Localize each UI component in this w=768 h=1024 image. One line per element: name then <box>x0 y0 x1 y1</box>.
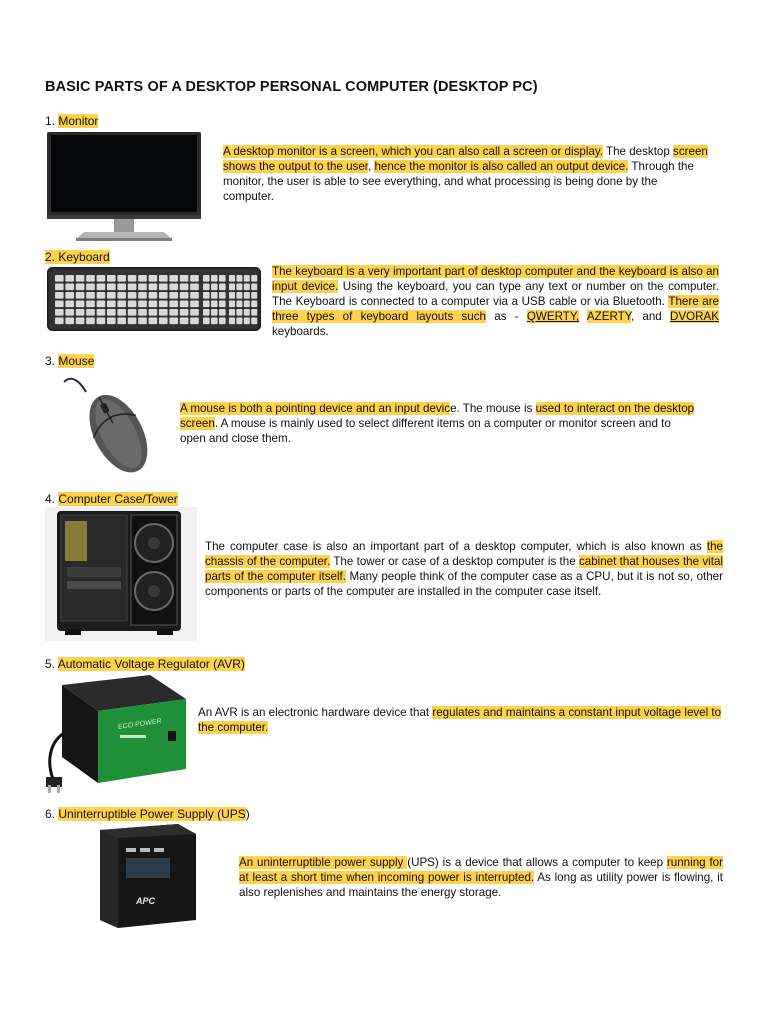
section-text-avr: An AVR is an electronic hardware device that regulates and maintains a constant input voltage level to the computer. <box>198 706 722 734</box>
page-title: BASIC PARTS OF A DESKTOP PERSONAL COMPUTER (DESKTOP PC) <box>45 79 538 95</box>
keyboard-image <box>47 267 261 331</box>
section-number: 4. <box>45 492 56 506</box>
section-title: Computer Case/Tower <box>58 492 178 506</box>
section-title: Uninterruptible Power Supply (UPS <box>58 807 246 821</box>
section-text-monitor: A desktop monitor is a screen, which you can also call a screen or display. The desktop screen shows the output to the user, hence the monitor is also called an output device. Through the monitor, the user is able to see everything, and what processing is being done by the computer. <box>223 145 708 203</box>
ups-image <box>74 824 198 930</box>
section-title-suffix: ) <box>245 807 250 821</box>
section-heading-ups <box>45 807 250 821</box>
section-text-ups: An uninterruptible power supply (UPS) is a device that allows a computer to keep running for at least a short time when incoming power is interrupted. As long as utility power is flowing, it also replenishes and maintains the energy storage. <box>239 856 723 899</box>
monitor-image <box>46 131 202 243</box>
section-heading-avr <box>45 657 245 671</box>
section-number: 2. <box>45 250 56 264</box>
section-number: 6. <box>45 807 56 821</box>
avr-brand-label: ECO POWER <box>118 717 162 732</box>
avr-image <box>40 673 192 795</box>
section-text-computer-case: The computer case is also an important part of a desktop computer, which is also known as the chassis of the computer. The tower or case of a desktop computer is the cabinet that houses the vital parts of the computer itself. Many people think of the computer case as a CPU, but it is not so, other components or parts of the computer are installed in the computer case itself. <box>205 540 723 598</box>
section-number: 3. <box>45 354 56 368</box>
section-heading-monitor <box>45 114 98 128</box>
section-number: 5. <box>45 657 56 671</box>
ups-brand-label: APC <box>136 896 156 906</box>
section-heading-keyboard <box>45 250 110 264</box>
computer-case-image <box>45 507 197 641</box>
section-title: Monitor <box>58 114 99 128</box>
section-heading-mouse <box>45 354 94 368</box>
section-text-mouse: A mouse is both a pointing device and an input device. The mouse is used to interact on the desktop screen. A mouse is mainly used to select different items on a computer or monitor screen and to open and close them. <box>180 402 695 445</box>
mouse-image <box>62 376 158 478</box>
section-title: Automatic Voltage Regulator (AVR) <box>57 657 245 671</box>
section-heading-computer-case <box>45 492 178 506</box>
section-title: Mouse <box>58 354 95 368</box>
section-number: 1. <box>45 114 56 128</box>
section-text-keyboard: The keyboard is a very important part of desktop computer and the keyboard is also an input device. Using the keyboard, you can type any text or number on the computer. The Keyboard is connected to a computer via a USB cable or via Bluetooth. There are three types of keyboard layouts such as - QWERTY, AZERTY, and DVORAK keyboards. <box>272 265 720 338</box>
section-title: Keyboard <box>58 250 110 264</box>
